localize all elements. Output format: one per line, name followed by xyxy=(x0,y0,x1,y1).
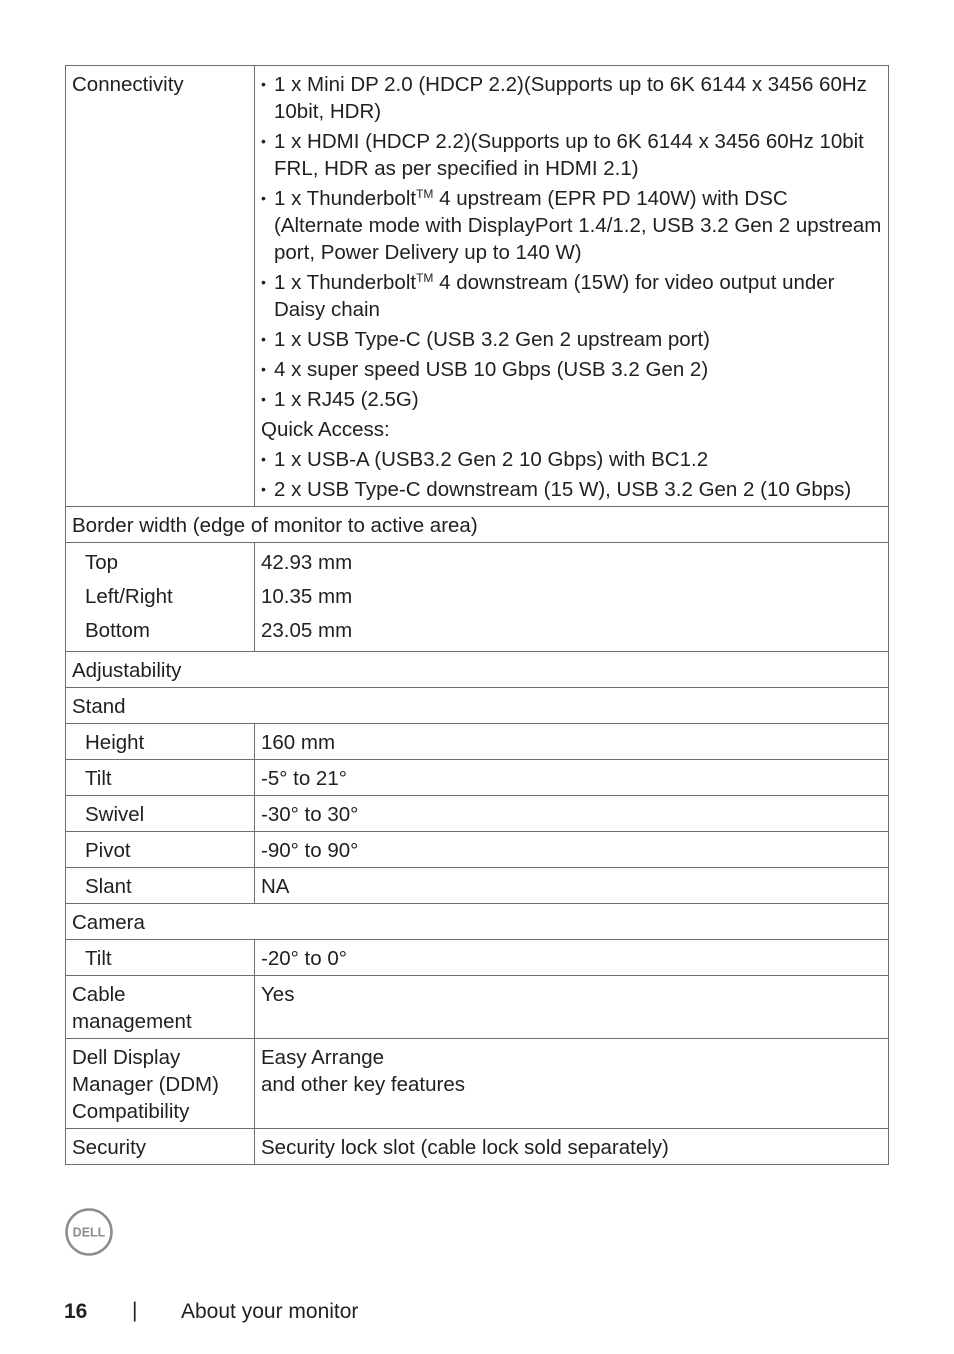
list-item-text: 4 upstream (EPR PD 140W) with DSC (Alternate mode with DisplayPort 1.4/1.2, USB 3.2 Gen 2 upstream port, Power Delivery up to 140 W) xyxy=(274,187,882,264)
border-leftright-value: 10.35 mm xyxy=(261,585,353,608)
dell-logo-text: DELL xyxy=(72,1225,106,1240)
footer-separator: | xyxy=(132,1299,138,1322)
label-line: management xyxy=(72,1010,192,1033)
quick-access-label: Quick Access: xyxy=(261,418,390,441)
table-row xyxy=(66,543,889,652)
list-item: • 2 x USB Type-C downstream (15 W), USB 3.2 Gen 2 (10 Gbps) xyxy=(261,476,882,503)
stand-slant-value: NA xyxy=(255,868,889,904)
spec-table xyxy=(65,65,889,1165)
border-values xyxy=(255,543,889,652)
table-row xyxy=(66,1129,889,1165)
camera-tilt-label: Tilt xyxy=(66,940,255,976)
list-item xyxy=(261,185,882,266)
table-row xyxy=(66,796,889,832)
border-bottom-value: 23.05 mm xyxy=(261,619,353,642)
list-item: • 1 x RJ45 (2.5G) xyxy=(261,386,882,413)
label-line: Compatibility xyxy=(72,1100,190,1123)
table-row xyxy=(66,507,889,543)
cable-management-label xyxy=(66,976,255,1039)
label-line: Dell Display xyxy=(72,1046,181,1069)
page-number: 16 xyxy=(64,1300,88,1323)
border-top-value: 42.93 mm xyxy=(261,551,353,574)
security-label: Security xyxy=(66,1129,255,1165)
page-footer xyxy=(0,1300,954,1332)
dell-logo-icon xyxy=(65,1208,113,1256)
table-row xyxy=(66,904,889,940)
border-leftright-label: Left/Right xyxy=(85,585,173,608)
stand-height-value: 160 mm xyxy=(255,724,889,760)
stand-height-label: Height xyxy=(66,724,255,760)
ddm-value xyxy=(255,1039,889,1129)
list-item xyxy=(261,269,882,323)
list-item: • 1 x USB-A (USB3.2 Gen 2 10 Gbps) with BC1.2 xyxy=(261,446,882,473)
border-bottom-label: Bottom xyxy=(85,619,150,642)
border-top-label: Top xyxy=(85,551,119,574)
cable-management-value: Yes xyxy=(255,976,889,1039)
table-row xyxy=(66,868,889,904)
value-line: and other key features xyxy=(261,1073,465,1096)
table-row xyxy=(66,1039,889,1129)
stand-pivot-value: -90° to 90° xyxy=(255,832,889,868)
stand-slant-label: Slant xyxy=(66,868,255,904)
camera-header: Camera xyxy=(66,904,889,940)
camera-tilt-value: -20° to 0° xyxy=(255,940,889,976)
list-item: • 1 x USB Type-C (USB 3.2 Gen 2 upstream port) xyxy=(261,326,882,353)
list-item-text: 4 downstream (15W) for video output under Daisy chain xyxy=(274,271,835,321)
table-row xyxy=(66,652,889,688)
connectivity-list xyxy=(261,71,882,503)
ddm-label xyxy=(66,1039,255,1129)
dell-logo-svg xyxy=(65,1208,113,1256)
section-title: About your monitor xyxy=(181,1300,359,1323)
adjustability-header: Adjustability xyxy=(66,652,889,688)
security-value: Security lock slot (cable lock sold separately) xyxy=(255,1129,889,1165)
table-row xyxy=(66,724,889,760)
stand-swivel-value: -30° to 30° xyxy=(255,796,889,832)
list-item-text: 1 x Thunderbolt xyxy=(274,271,417,294)
table-row xyxy=(66,66,889,507)
label-line: Cable xyxy=(72,983,126,1006)
stand-header: Stand xyxy=(66,688,889,724)
stand-tilt-value: -5° to 21° xyxy=(255,760,889,796)
stand-tilt-label: Tilt xyxy=(66,760,255,796)
trademark-mark: TM xyxy=(416,187,434,201)
label-line: Manager (DDM) xyxy=(72,1073,219,1096)
list-item: • 1 x HDMI (HDCP 2.2)(Supports up to 6K 6144 x 3456 60Hz 10bit FRL, HDR as per specified in HDMI 2.1) xyxy=(261,128,882,182)
list-item: • 1 x Mini DP 2.0 (HDCP 2.2)(Supports up to 6K 6144 x 3456 60Hz 10bit, HDR) xyxy=(261,71,882,125)
table-row xyxy=(66,976,889,1039)
stand-swivel-label: Swivel xyxy=(66,796,255,832)
list-item: • 4 x super speed USB 10 Gbps (USB 3.2 Gen 2) xyxy=(261,356,882,383)
value-line: Easy Arrange xyxy=(261,1046,385,1069)
border-width-header: Border width (edge of monitor to active area) xyxy=(66,507,889,543)
border-labels xyxy=(66,543,255,652)
connectivity-value xyxy=(255,66,889,507)
table-row xyxy=(66,940,889,976)
table-row xyxy=(66,832,889,868)
list-item-text: 1 x Thunderbolt xyxy=(274,187,417,210)
stand-pivot-label: Pivot xyxy=(66,832,255,868)
trademark-mark: TM xyxy=(416,271,434,285)
table-row xyxy=(66,760,889,796)
table-row xyxy=(66,688,889,724)
connectivity-label: Connectivity xyxy=(66,66,255,507)
